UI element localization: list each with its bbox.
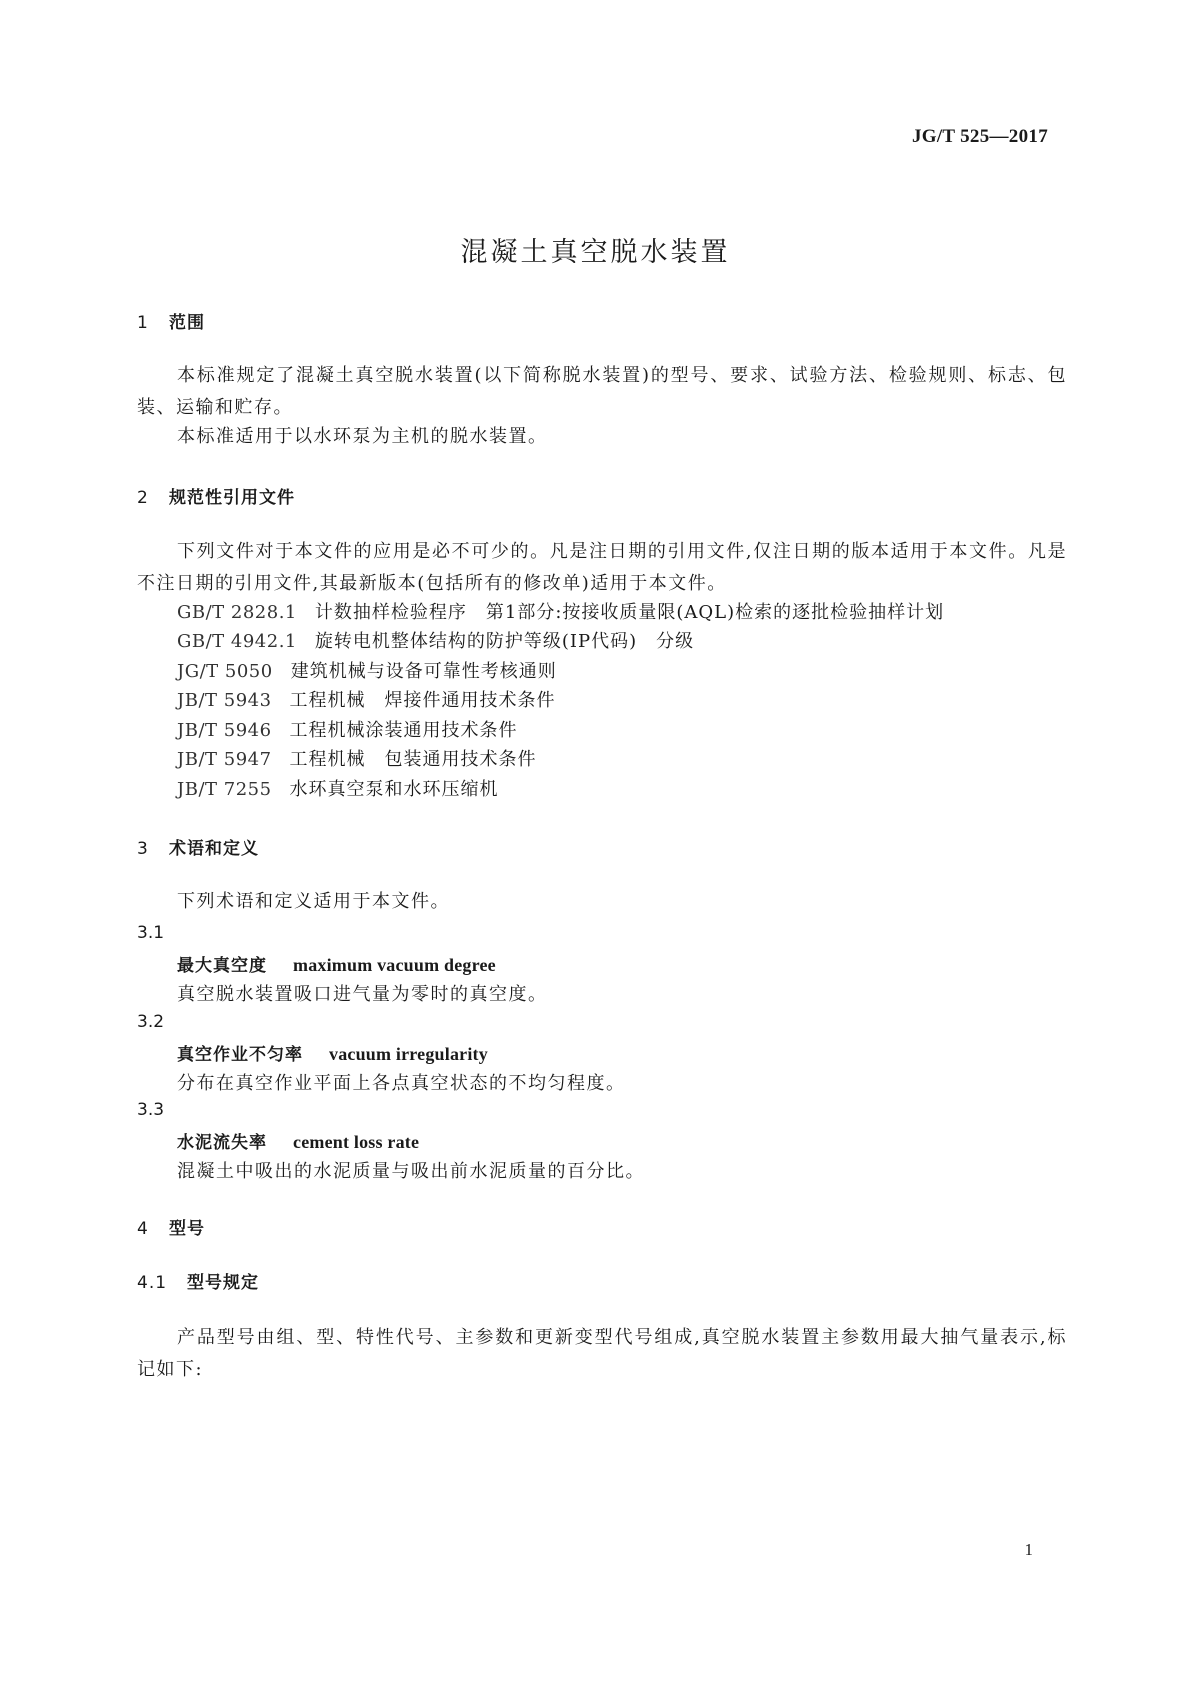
- reference-item: [177, 775, 499, 801]
- term-en: vacuum irregularity: [329, 1044, 488, 1064]
- reference-code: JB/T 5943: [177, 690, 272, 711]
- paragraph: 本标准规定了混凝土真空脱水装置(以下简称脱水装置)的型号、要求、试验方法、检验规则、标志、包装、运输和贮存。: [137, 365, 1067, 418]
- section-number: 4: [137, 1219, 149, 1239]
- reference-title: 水环真空泵和水环压缩机: [289, 779, 499, 800]
- section-title: 规范性引用文件: [169, 488, 295, 508]
- term-zh: 水泥流失率: [177, 1133, 267, 1153]
- term-en: cement loss rate: [293, 1132, 420, 1152]
- term-number: 3.1: [137, 923, 165, 943]
- reference-code: JB/T 5946: [177, 720, 272, 741]
- reference-title: 建筑机械与设备可靠性考核通则: [290, 661, 557, 682]
- term-en: maximum vacuum degree: [293, 955, 496, 975]
- section-heading-4: [137, 1214, 205, 1239]
- subsection-heading-4-1: [137, 1268, 259, 1293]
- reference-title: 工程机械涂装通用技术条件: [289, 720, 518, 741]
- document-title: 混凝土真空脱水装置: [460, 237, 731, 268]
- reference-code: GB/T 4942.1: [177, 631, 297, 652]
- term-number: 3.3: [137, 1100, 165, 1120]
- page-number: 1: [1024, 1540, 1033, 1559]
- term-name: [177, 1128, 419, 1153]
- section-title: 术语和定义: [169, 839, 259, 859]
- paragraph: 下列术语和定义适用于本文件。: [177, 891, 450, 912]
- section-number: 3: [137, 839, 149, 859]
- reference-item: [177, 686, 556, 712]
- reference-title: 计数抽样检验程序 第1部分:按接收质量限(AQL)检索的逐批检验抽样计划: [314, 602, 945, 623]
- term-zh: 最大真空度: [177, 956, 267, 976]
- term-zh: 真空作业不匀率: [177, 1045, 303, 1065]
- standard-code: JG/T 525—2017: [911, 126, 1048, 147]
- reference-title: 旋转电机整体结构的防护等级(IP代码) 分级: [314, 631, 695, 652]
- reference-item: [177, 598, 944, 624]
- reference-code: JB/T 5947: [177, 749, 272, 770]
- reference-code: GB/T 2828.1: [177, 602, 297, 623]
- reference-code: JG/T 5050: [177, 661, 273, 682]
- term-definition: 真空脱水装置吸口进气量为零时的真空度。: [177, 984, 548, 1005]
- section-heading-3: [137, 834, 259, 859]
- reference-item: [177, 745, 537, 771]
- reference-title: 工程机械 焊接件通用技术条件: [289, 690, 556, 711]
- section-heading-2: [137, 483, 295, 508]
- subsection-number: 4.1: [137, 1273, 168, 1293]
- section-title: 型号: [169, 1219, 205, 1239]
- term-definition: 混凝土中吸出的水泥质量与吸出前水泥质量的百分比。: [177, 1161, 645, 1182]
- section-title: 范围: [169, 313, 205, 333]
- paragraph: 产品型号由组、型、特性代号、主参数和更新变型代号组成,真空脱水装置主参数用最大抽气量表示,标记如下:: [137, 1327, 1067, 1380]
- paragraph: 本标准适用于以水环泵为主机的脱水装置。: [177, 426, 548, 447]
- term-definition: 分布在真空作业平面上各点真空状态的不均匀程度。: [177, 1073, 626, 1094]
- term-name: [177, 951, 496, 976]
- section-number: 2: [137, 488, 149, 508]
- reference-code: JB/T 7255: [177, 779, 272, 800]
- reference-title: 工程机械 包装通用技术条件: [289, 749, 537, 770]
- reference-item: [177, 716, 518, 742]
- reference-item: [177, 657, 557, 683]
- section-number: 1: [137, 313, 149, 333]
- paragraph: 下列文件对于本文件的应用是必不可少的。凡是注日期的引用文件,仅注日期的版本适用于本文件。凡是不注日期的引用文件,其最新版本(包括所有的修改单)适用于本文件。: [137, 541, 1067, 594]
- term-number: 3.2: [137, 1012, 165, 1032]
- term-name: [177, 1040, 488, 1065]
- subsection-title: 型号规定: [187, 1273, 259, 1293]
- section-heading-1: [137, 308, 205, 333]
- reference-item: [177, 627, 694, 653]
